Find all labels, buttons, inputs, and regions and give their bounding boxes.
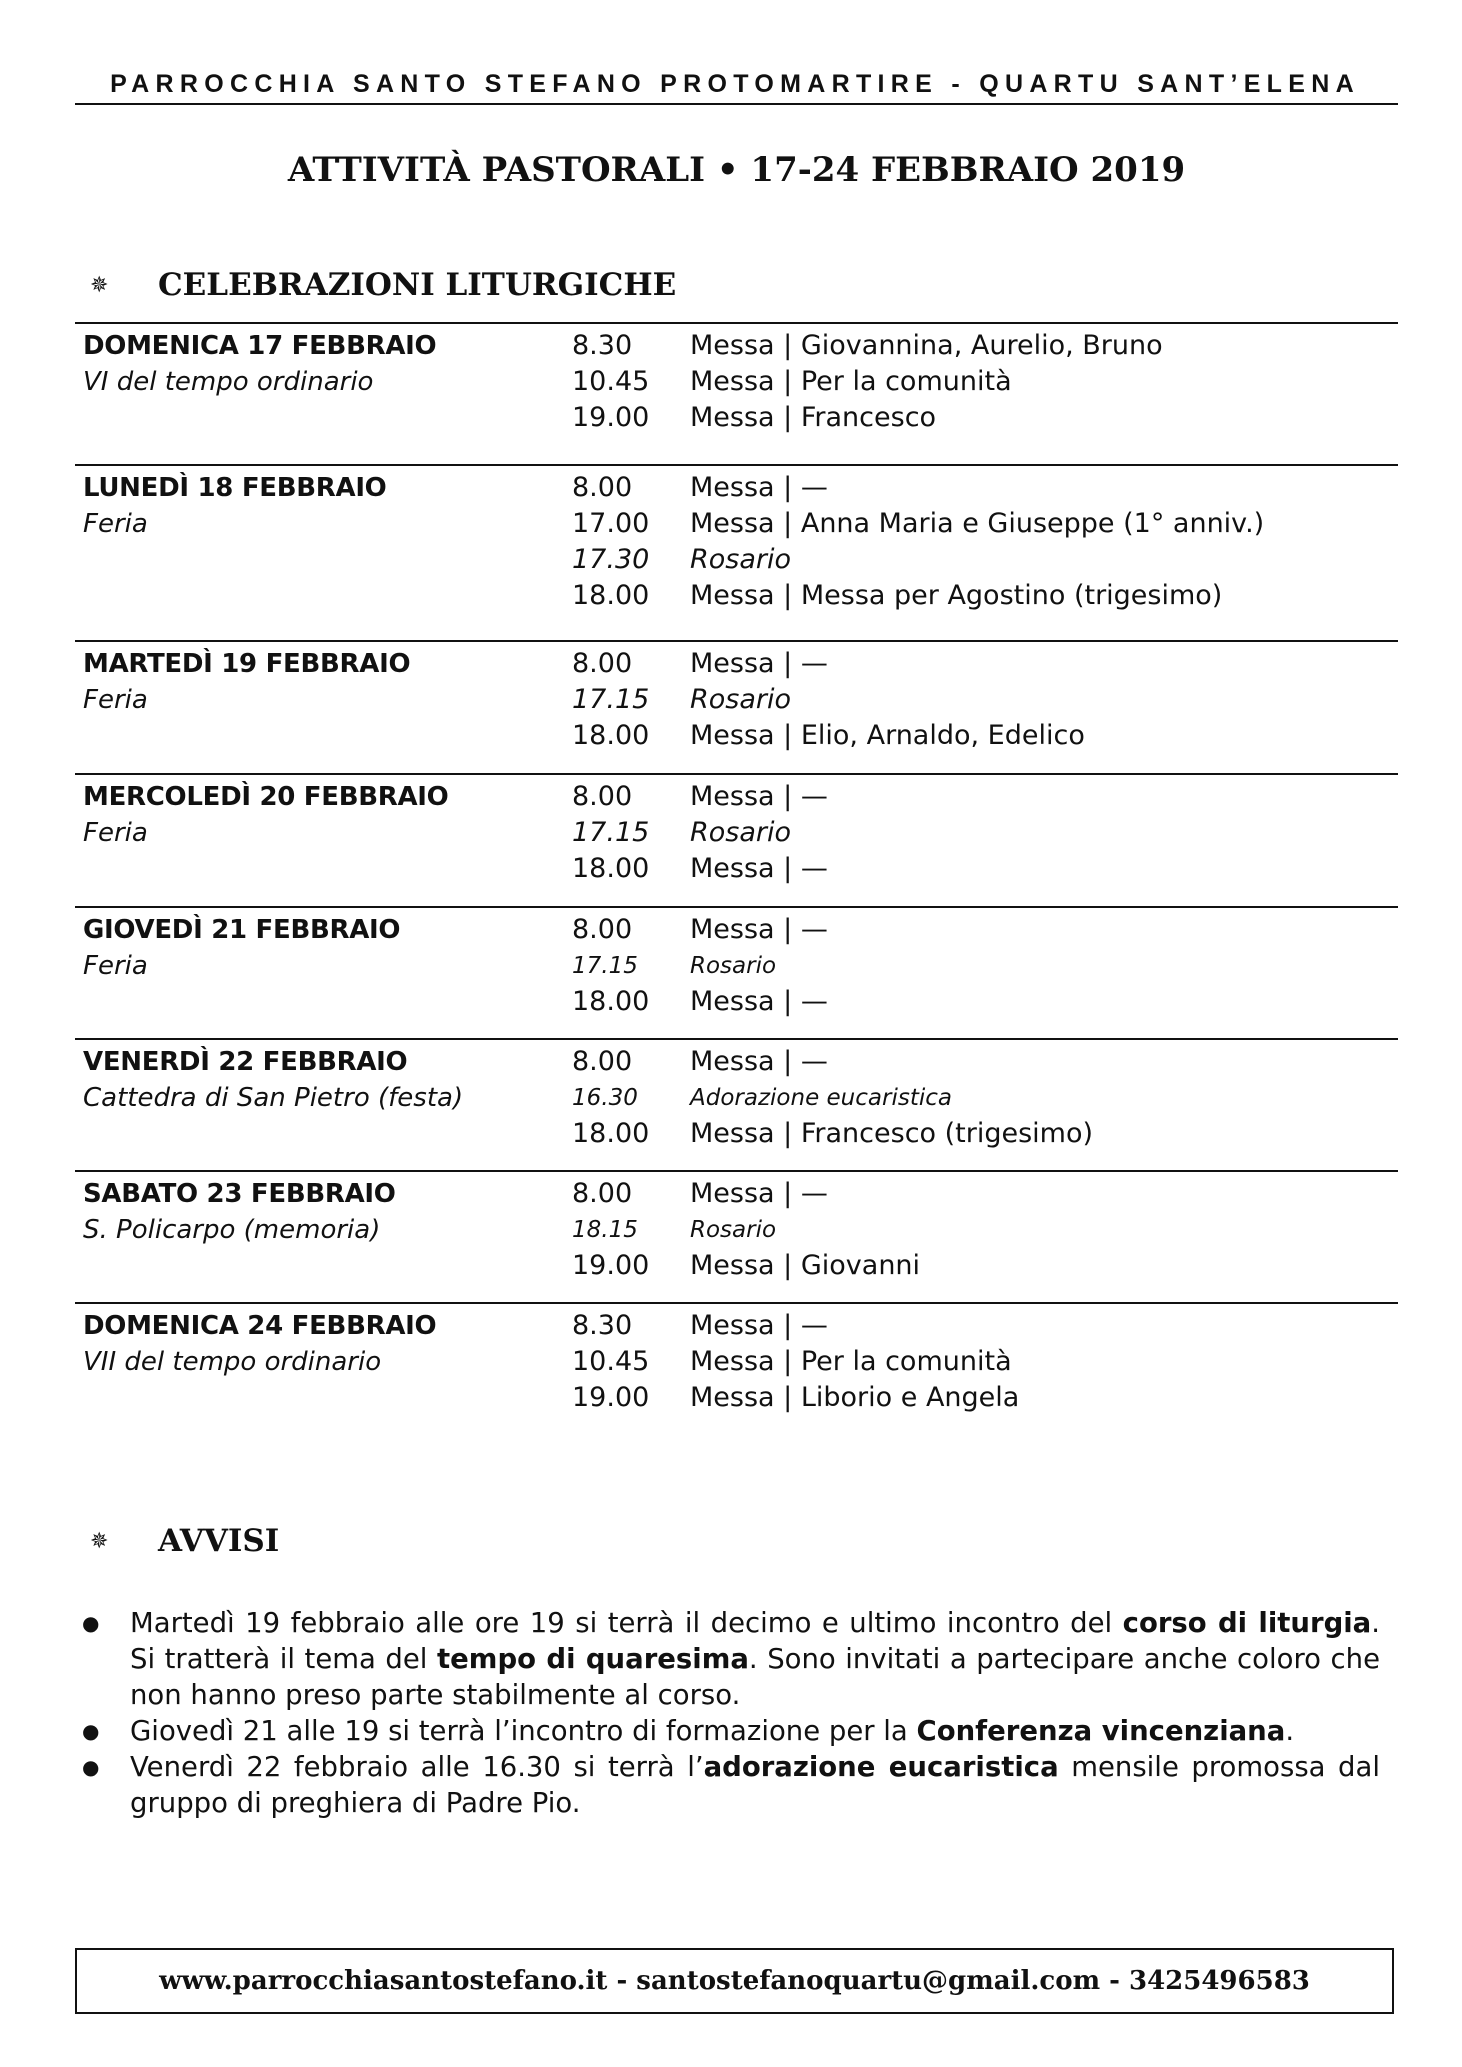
entry-description: Rosario [690,684,792,715]
entry-description: Messa | — [690,986,828,1017]
entry-time: 8.30 [572,330,633,361]
section-title: AVVISI [158,1523,280,1559]
schedule-entry [75,400,1398,436]
bullet-icon: ● [82,1719,100,1743]
notice-item [80,1713,1380,1749]
liturgical-day: Cattedra di San Pietro (festa) [83,1083,464,1113]
notice-emphasis: corso di liturgia [1122,1607,1372,1639]
section-heading-celebrazioni [90,263,676,307]
schedule-entry [75,542,1398,578]
entry-time: 18.00 [572,986,650,1017]
entry-description: Rosario [690,817,792,848]
entry-description: Rosario [690,544,792,575]
schedule-entry [75,1080,1398,1116]
liturgical-day: VII del tempo ordinario [83,1347,382,1377]
day-block [75,1170,1398,1302]
notice-text: mensile promossa dal gruppo di preghiera di Padre Pio. [130,1751,1380,1819]
entry-description: Messa | Anna Maria e Giuseppe (1° anniv.) [690,508,1265,539]
entry-description: Messa | Per la comunità [690,366,1012,397]
schedule-entry [75,815,1398,851]
entry-description: Messa | Giovanni [690,1250,921,1281]
entry-time: 17.15 [572,684,650,715]
parish-header: PARROCCHIA SANTO STEFANO PROTOMARTIRE - QUARTU SANT’ELENA [110,70,1360,98]
entry-time: 18.00 [572,720,650,751]
day-block [75,1038,1398,1170]
schedule-entry [75,470,1398,506]
day-name: VENERDÌ 22 FEBBRAIO [83,1047,408,1077]
schedule-entry [75,328,1398,364]
schedule-entry [75,1380,1398,1416]
star-icon: ✵ [90,272,109,298]
footer-contact: www.parrocchiasantostefano.it - santostefanoquartu@gmail.com - 3425496583 [159,1966,1310,1996]
liturgical-day: Feria [83,509,148,539]
day-block [75,322,1398,464]
entry-time: 8.00 [572,472,633,503]
day-block [75,773,1398,906]
entry-description: Messa | — [690,781,828,812]
day-name: MARTEDÌ 19 FEBBRAIO [83,649,411,679]
entry-description: Messa | Francesco [690,402,937,433]
schedule-entry [75,1044,1398,1080]
entry-time: 17.30 [572,544,650,575]
liturgical-day: VI del tempo ordinario [83,367,374,397]
notice-text: . [1285,1715,1295,1747]
notice-item [80,1749,1380,1821]
schedule-entry [75,984,1398,1020]
entry-time: 8.30 [572,1310,633,1341]
entry-description: Messa | — [690,1310,828,1341]
notice-item [80,1605,1380,1713]
notice-emphasis: Conferenza vincenziana [916,1715,1286,1747]
schedule-entry [75,364,1398,400]
entry-time: 19.00 [572,402,650,433]
schedule-entry [75,851,1398,887]
section-heading-avvisi [90,1519,279,1563]
schedule-entry [75,682,1398,718]
notice-emphasis: adorazione eucaristica [703,1751,1059,1783]
schedule-entry [75,1212,1398,1248]
entry-time: 18.15 [572,1217,638,1243]
entry-time: 8.00 [572,781,633,812]
schedule-entry [75,646,1398,682]
entry-time: 17.15 [572,817,650,848]
day-name: DOMENICA 24 FEBBRAIO [83,1311,437,1341]
entry-time: 10.45 [572,366,650,397]
schedule-entry [75,948,1398,984]
entry-description: Messa | — [690,914,828,945]
entry-description: Rosario [690,953,777,979]
liturgical-day: Feria [83,818,148,848]
entry-time: 18.00 [572,1118,650,1149]
schedule-table [75,322,1398,1416]
entry-time: 19.00 [572,1250,650,1281]
liturgical-day: Feria [83,685,148,715]
entry-time: 8.00 [572,648,633,679]
schedule-entry [75,1248,1398,1284]
entry-time: 8.00 [572,914,633,945]
schedule-entry [75,912,1398,948]
page-title: ATTIVITÀ PASTORALI • 17-24 FEBBRAIO 2019 [287,150,1186,190]
day-block [75,1302,1398,1416]
entry-description: Messa | — [690,853,828,884]
entry-time: 18.00 [572,580,650,611]
liturgical-day: Feria [83,951,148,981]
entry-description: Messa | Francesco (trigesimo) [690,1118,1094,1149]
notice-text: . Si tratterà il tema del [130,1607,1380,1675]
day-name: MERCOLEDÌ 20 FEBBRAIO [83,782,449,812]
schedule-entry [75,1344,1398,1380]
day-name: SABATO 23 FEBBRAIO [83,1179,396,1209]
entry-time: 17.15 [572,953,638,979]
bullet-icon: ● [82,1755,100,1779]
day-name: DOMENICA 17 FEBBRAIO [83,331,437,361]
day-name: GIOVEDÌ 21 FEBBRAIO [83,915,401,945]
liturgical-day: S. Policarpo (memoria) [83,1215,381,1245]
day-block [75,464,1398,640]
entry-time: 17.00 [572,508,650,539]
bullet-icon: ● [82,1611,100,1635]
schedule-entry [75,1176,1398,1212]
entry-description: Messa | Liborio e Angela [690,1382,1020,1413]
entry-description: Messa | Per la comunità [690,1346,1012,1377]
entry-time: 8.00 [572,1046,633,1077]
entry-time: 8.00 [572,1178,633,1209]
entry-time: 18.00 [572,853,650,884]
schedule-entry [75,506,1398,542]
entry-description: Messa | Elio, Arnaldo, Edelico [690,720,1085,751]
entry-description: Adorazione eucaristica [690,1085,952,1111]
notice-text: Venerdì 22 febbraio alle 16.30 si terrà l’ [130,1751,704,1783]
entry-description: Messa | — [690,648,828,679]
footer-contact-box [75,1948,1394,2014]
entry-description: Messa | — [690,472,828,503]
notice-text: Giovedì 21 alle 19 si terrà l’incontro di formazione per la [130,1715,917,1747]
entry-time: 10.45 [572,1346,650,1377]
schedule-entry [75,718,1398,754]
header-divider [75,103,1398,105]
entry-time: 19.00 [572,1382,650,1413]
schedule-entry [75,779,1398,815]
schedule-entry [75,578,1398,614]
notices-list [80,1605,1380,1821]
notice-text: Martedì 19 febbraio alle ore 19 si terrà il decimo e ultimo incontro del [130,1607,1123,1639]
entry-description: Messa | — [690,1046,828,1077]
day-block [75,640,1398,773]
section-title: CELEBRAZIONI LITURGICHE [158,267,677,303]
entry-description: Messa | Giovannina, Aurelio, Bruno [690,330,1163,361]
day-name: LUNEDÌ 18 FEBBRAIO [83,473,387,503]
notice-text: . Sono invitati a partecipare anche coloro che non hanno preso parte stabilmente al corso. [130,1643,1380,1711]
schedule-entry [75,1308,1398,1344]
day-block [75,906,1398,1038]
entry-description: Rosario [690,1217,777,1243]
entry-description: Messa | Messa per Agostino (trigesimo) [690,580,1223,611]
entry-time: 16.30 [572,1085,638,1111]
entry-description: Messa | — [690,1178,828,1209]
schedule-entry [75,1116,1398,1152]
notice-emphasis: tempo di quaresima [437,1643,749,1675]
star-icon: ✵ [90,1528,109,1554]
